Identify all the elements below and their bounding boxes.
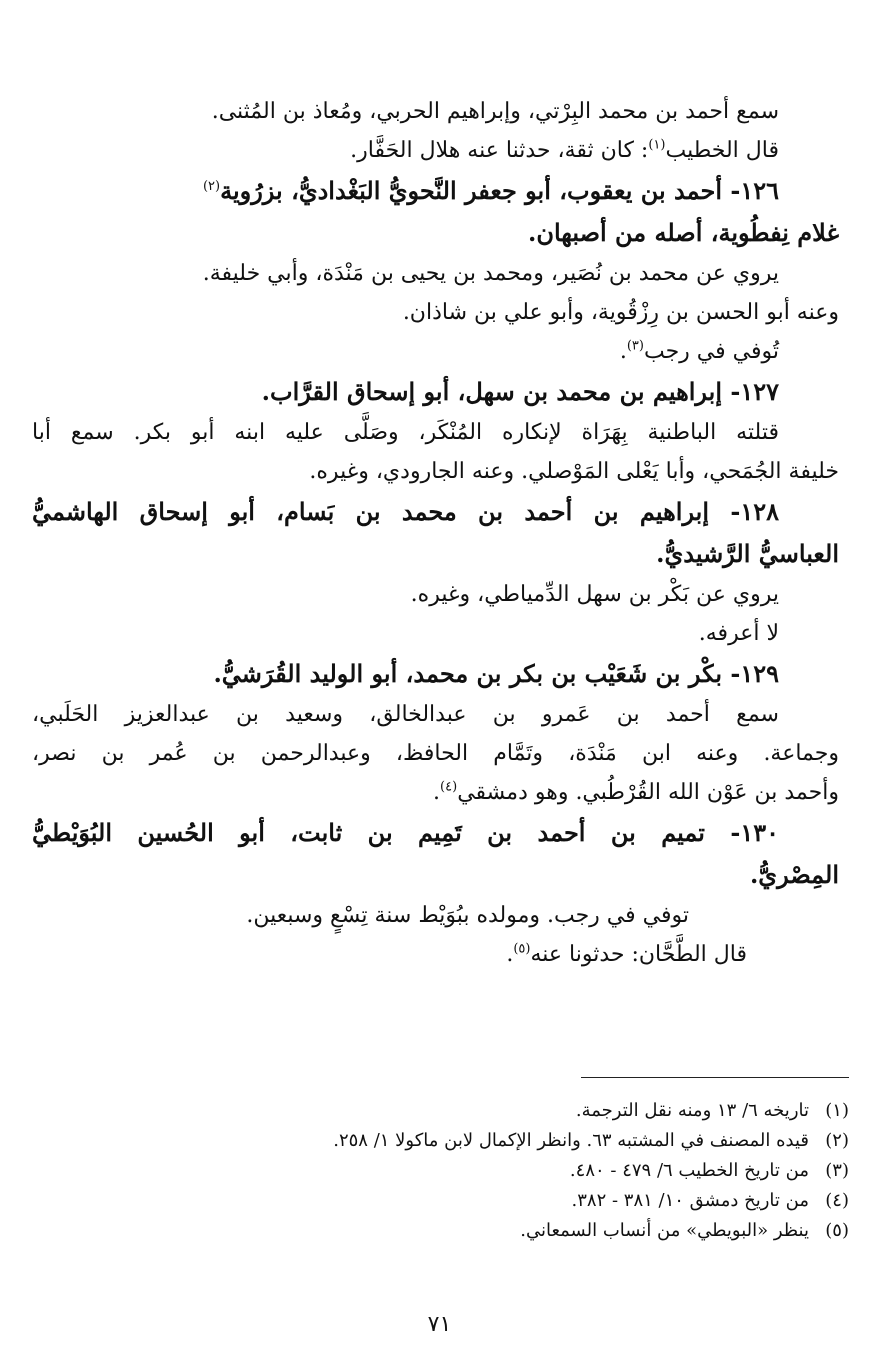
footnote-number: (١)	[825, 1100, 849, 1121]
line-text-after: .	[506, 942, 514, 967]
line-text: العباسيُّ الرَّشيديُّ.	[656, 539, 839, 568]
entry-heading-line	[32, 653, 839, 695]
entry-heading-line	[32, 812, 839, 854]
footnote-text: من تاريخ دمشق ١٠/ ٣٨١ - ٣٨٢.	[571, 1190, 809, 1211]
footnote-text: تاريخه ٦/ ١٣ ومنه نقل الترجمة.	[575, 1100, 809, 1121]
footnote-text: قيده المصنف في المشتبه ٦٣. وانظر الإكمال لابن ماكولا ١/ ٢٥٨.	[333, 1130, 809, 1151]
line-text: خليفة الجُمَحي، وأبا يَعْلى المَوْصلي. وعنه الجارودي، وغيره.	[309, 459, 839, 484]
line-text: وأحمد بن عَوْن الله القُرْطُبي. وهو دمشقي	[457, 780, 839, 805]
text-line	[32, 92, 839, 131]
text-line	[32, 614, 839, 653]
line-text-after: .	[433, 780, 441, 805]
line-text: ١٢٩- بكْر بن شَعَيْب بن بكر بن محمد، أبو الوليد القُرَشيُّ.	[213, 659, 779, 688]
footnote	[40, 1096, 849, 1126]
text-line	[32, 896, 839, 935]
footnote-marker: (٥)	[513, 941, 531, 957]
line-text: يروي عن محمد بن نُصَير، ومحمد بن يحيى بن مَنْدَة، وأبي خليفة.	[202, 261, 779, 286]
line-text: المِصْريُّ.	[749, 860, 839, 889]
footnote-text: ينظر «البويطي» من أنساب السمعاني.	[520, 1220, 809, 1241]
entry-heading-line	[32, 491, 839, 533]
footnote-separator	[581, 1077, 849, 1078]
text-line	[32, 695, 839, 734]
text-line	[32, 734, 839, 773]
footnote-marker: (١)	[648, 137, 666, 153]
text-line	[32, 575, 839, 614]
line-text: سمع أحمد بن عَمرو بن عبدالخالق، وسعيد بن عبدالعزيز الحَلَبي،	[32, 702, 779, 727]
line-text: وجماعة. وعنه ابن مَنْدَة، وتَمَّام الحافظ، وعبدالرحمن بن عُمر بن نصر،	[32, 741, 839, 766]
footnote-text: من تاريخ الخطيب ٦/ ٤٧٩ - ٤٨٠.	[569, 1160, 809, 1181]
line-text: ١٢٦- أحمد بن يعقوب، أبو جعفر النَّحويُّ البَغْداديُّ، بزرُوية	[220, 176, 779, 205]
line-text: غلام نِفطُوية، أصله من أصبهان.	[528, 218, 839, 247]
line-text: تُوفي في رجب	[643, 339, 779, 364]
body-text	[32, 92, 839, 974]
entry-heading-line	[32, 170, 839, 212]
footnote	[40, 1186, 849, 1216]
entry-heading-line	[32, 371, 839, 413]
text-line	[32, 332, 839, 371]
line-text: ١٣٠- تميم بن أحمد بن تَمِيم بن ثابت، أبو الحُسين البُوَيْطيُّ	[32, 818, 779, 847]
footnote-number: (٥)	[825, 1220, 849, 1241]
text-line	[32, 452, 839, 491]
line-text: قال الخطيب	[665, 138, 779, 163]
footnote	[40, 1126, 849, 1156]
line-text: قتلته الباطنية بِهَرَاة لإنكاره المُنْكَر، وصَلَّى عليه ابنه أبو بكر. سمع أبا	[32, 420, 779, 445]
footnote-marker: (٣)	[626, 338, 644, 354]
line-text: وعنه أبو الحسن بن رِزْقُوية، وأبو علي بن شاذان.	[402, 300, 839, 325]
line-text: لا أعرفه.	[698, 621, 779, 646]
page-number: ٧١	[427, 1312, 452, 1337]
line-text: ١٢٧- إبراهيم بن محمد بن سهل، أبو إسحاق القرَّاب.	[261, 377, 779, 406]
footnote	[40, 1216, 849, 1246]
line-text: توفي في رجب. ومولده ببُوَيْط سنة تِسْعٍ وسبعين.	[246, 903, 689, 928]
footnote-number: (٤)	[825, 1190, 849, 1211]
text-line	[32, 254, 839, 293]
entry-heading-line	[32, 854, 839, 896]
entry-heading-line	[32, 212, 839, 254]
footnote-marker: (٤)	[440, 779, 458, 795]
footnote-marker: (٢)	[202, 179, 221, 194]
footnote-number: (٢)	[825, 1130, 849, 1151]
text-line	[32, 131, 839, 170]
line-text-after: : كان ثقة، حدثنا عنه هلال الحَفَّار.	[350, 138, 649, 163]
text-line	[32, 773, 839, 812]
text-line	[32, 935, 839, 974]
footnote-number: (٣)	[825, 1160, 849, 1181]
line-text: يروي عن بَكْر بن سهل الدِّمياطي، وغيره.	[410, 582, 779, 607]
line-text: سمع أحمد بن محمد البِرْتي، وإبراهيم الحربي، ومُعاذ بن المُثنى.	[211, 99, 779, 124]
line-text-after: .	[619, 339, 627, 364]
entry-heading-line	[32, 533, 839, 575]
line-text: قال الطَّحَّان: حدثونا عنه	[530, 942, 747, 967]
text-line	[32, 293, 839, 332]
footnote	[40, 1156, 849, 1186]
text-line	[32, 413, 839, 452]
line-text: ١٢٨- إبراهيم بن أحمد بن محمد بن بَسام، أبو إسحاق الهاشميُّ	[32, 497, 779, 526]
footnotes	[40, 1096, 849, 1246]
